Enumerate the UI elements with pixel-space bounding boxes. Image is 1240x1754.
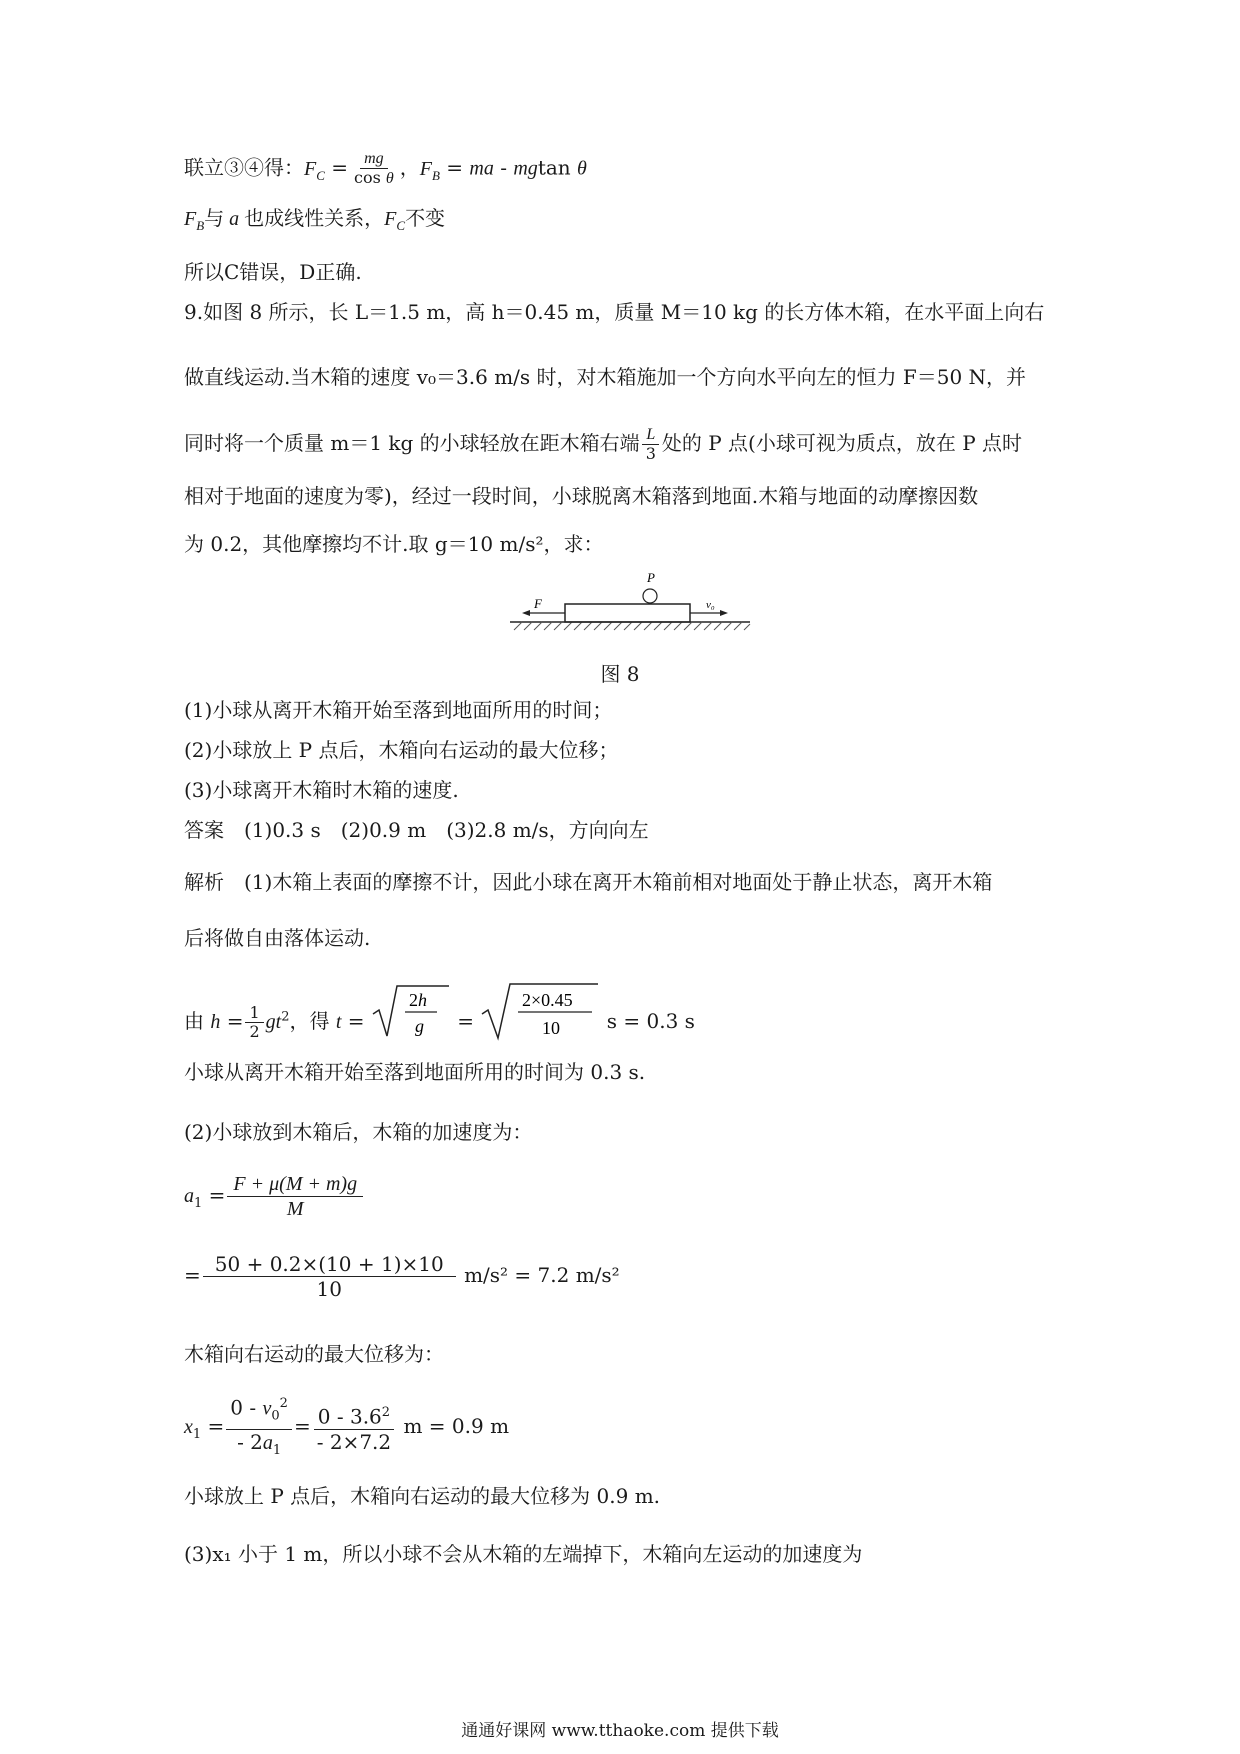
question-2: (2)小球放上 P 点后，木箱向右运动的最大位移； <box>184 738 619 762</box>
sqrt-symbol-2 <box>480 980 600 1065</box>
problem-9-line-1: 9.如图 8 所示，长 L＝1.5 m，高 h＝0.45 m，质量 M＝10 kg 的长方体木箱，在水平面上向右 <box>184 300 1045 324</box>
label-f: F <box>534 596 542 611</box>
svg-text:10: 10 <box>542 1018 561 1038</box>
analysis-line-4: (2)小球放到木箱后，木箱的加速度为： <box>184 1120 533 1144</box>
text-line-2: $F_B$与 a 也成线性关系，$F_C$不变 <box>184 206 446 233</box>
arrow-left-icon <box>522 610 530 616</box>
wooden-box <box>565 604 690 622</box>
question-1: (1)小球从离开木箱开始至落到地面所用的时间； <box>184 698 613 722</box>
footer-source: 通通好课网 www.tthaoke.com 提供下载 <box>461 1721 779 1741</box>
equation-displacement: $x_1$ = $\frac{0 - v_0^2}{- 2a_1}$ = $\frac{0 - 3.6^2}{- 2\times 7.2}$ m = 0.9 m <box>184 1392 509 1463</box>
svg-text:2×0.45: 2×0.45 <box>522 990 574 1010</box>
figure-caption: 图 8 <box>600 662 640 686</box>
label-v0: v₀ <box>706 599 715 611</box>
text-line-3: 所以C错误，D正确. <box>184 260 362 284</box>
ball-p <box>643 589 657 603</box>
equation-free-fall: 由 h = $\frac{1}{2}$ $gt^2$，得 t = 2h g = 2×0.45 10 s = 0.3 s <box>184 980 695 1065</box>
equation-acceleration-2: = $\frac{50 + 0.2\times(10 + 1)\times 10}{10}$ m/s² = 7.2 m/s² <box>184 1252 620 1301</box>
equation-acceleration-1: $a_1$ = $\frac{F + \mu(M + m)g}{M}$ <box>184 1172 365 1221</box>
svg-text:2h: 2h <box>408 990 427 1010</box>
equation-line-1: 联立③④得：$F_C$ = $\frac{mg}{\text{cos θ}}$ ，$F_B$ = ma - mgtan θ <box>184 150 587 187</box>
analysis-line-7: (3)x₁ 小于 1 m，所以小球不会从木箱的左端掉下，木箱向左运动的加速度为 <box>184 1542 863 1566</box>
analysis-line-6: 小球放上 P 点后，木箱向右运动的最大位移为 0.9 m. <box>184 1484 661 1508</box>
analysis-line-3: 小球从离开木箱开始至落到地面所用的时间为 0.3 s. <box>184 1060 646 1084</box>
question-3: (3)小球离开木箱时木箱的速度. <box>184 778 459 802</box>
analysis-line-2: 后将做自由落体运动. <box>184 926 371 950</box>
figure-8-diagram <box>510 560 760 640</box>
problem-9-line-2: 做直线运动.当木箱的速度 v₀＝3.6 m/s 时，对木箱施加一个方向水平向左的恒力 F＝50 N，并 <box>184 365 1027 389</box>
text-lianli: 联立③④得： <box>184 155 304 180</box>
problem-9-line-4: 相对于地面的速度为零)，经过一段时间，小球脱离木箱落到地面.木箱与地面的动摩擦因数 <box>184 484 979 508</box>
arrow-right-icon <box>720 610 728 616</box>
sqrt-symbol-1 <box>371 982 451 1063</box>
label-p: P <box>647 570 655 585</box>
answer-line: 答案 (1)0.3 s (2)0.9 m (3)2.8 m/s，方向向左 <box>184 818 649 842</box>
svg-text:g: g <box>414 1016 424 1036</box>
analysis-line-5: 木箱向右运动的最大位移为： <box>184 1342 444 1366</box>
problem-9-line-5: 为 0.2，其他摩擦均不计.取 g＝10 m/s²，求： <box>184 532 604 556</box>
problem-9-line-3: 同时将一个质量 m＝1 kg 的小球轻放在距木箱右端 $\frac{L}{3}$ 处的 P 点(小球可视为质点，放在 P 点时 <box>184 426 1023 463</box>
analysis-line-1: 解析 (1)木箱上表面的摩擦不计，因此小球在离开木箱前相对地面处于静止状态，离开木箱 <box>184 870 993 894</box>
